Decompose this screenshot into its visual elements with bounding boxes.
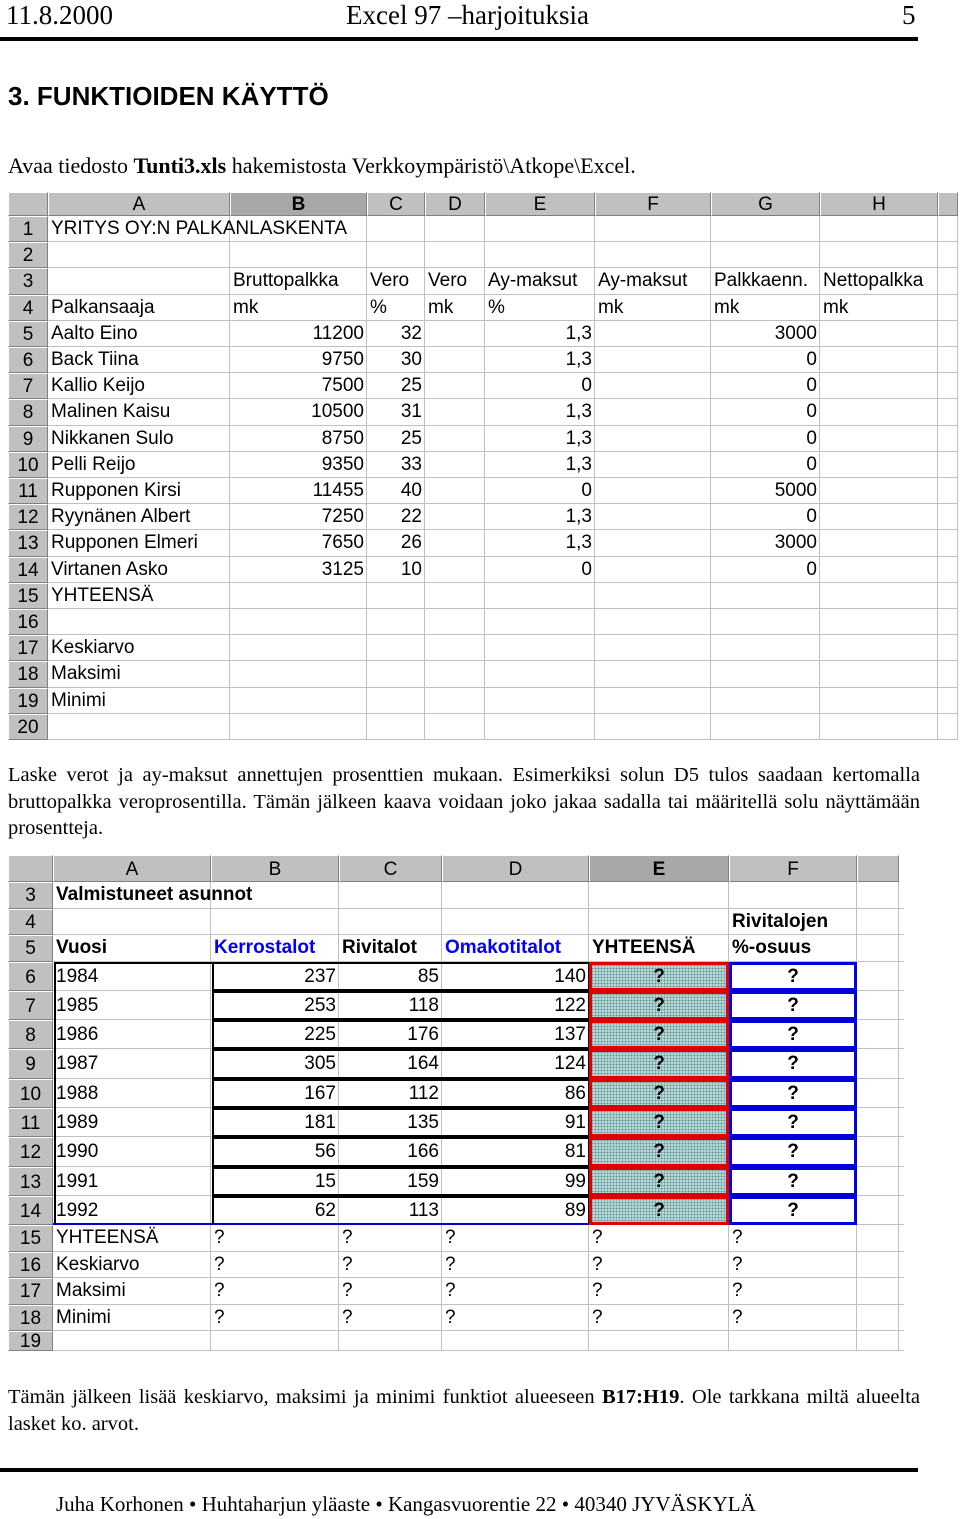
cell[interactable]: 159: [407, 1170, 439, 1192]
cell[interactable]: Minimi: [56, 1306, 111, 1328]
column-header-h[interactable]: H: [820, 192, 938, 216]
column-header-a[interactable]: A: [48, 192, 230, 216]
cell[interactable]: 113: [408, 1199, 439, 1221]
cell[interactable]: Vuosi: [56, 937, 108, 958]
row-header[interactable]: 11: [8, 1108, 53, 1137]
cell[interactable]: 7250: [321, 506, 364, 528]
cell[interactable]: 0: [581, 375, 592, 397]
row-header[interactable]: 2: [8, 242, 48, 268]
cell[interactable]: Palkkaenn.: [714, 270, 809, 292]
cell[interactable]: 62: [314, 1199, 336, 1221]
cell[interactable]: 1,3: [565, 506, 592, 528]
cell[interactable]: YRITYS OY:N PALKANLASKENTA: [51, 218, 348, 239]
cell[interactable]: 167: [304, 1082, 336, 1104]
cell[interactable]: Kallio Keijo: [51, 375, 145, 397]
row-header[interactable]: 5: [8, 935, 53, 962]
footer-rule: [0, 1468, 918, 1472]
page-footer: Juha Korhonen • Huhtaharjun yläaste • Kangasvuorentie 22 • 40340 JYVÄSKYLÄ: [56, 1492, 756, 1516]
cell[interactable]: Rivitalojen: [732, 910, 829, 932]
row-header[interactable]: 19: [8, 1331, 53, 1351]
cell[interactable]: Rupponen Kirsi: [51, 480, 181, 501]
column-header-a[interactable]: A: [53, 855, 211, 882]
cell[interactable]: Maksimi: [51, 663, 121, 685]
cell[interactable]: Rupponen Elmeri: [51, 532, 198, 554]
cell[interactable]: ?: [653, 1053, 665, 1075]
cell[interactable]: YHTEENSÄ: [51, 584, 154, 606]
row-header[interactable]: 20: [8, 714, 48, 740]
cell[interactable]: Aalto Eino: [51, 322, 138, 344]
cell[interactable]: 25: [400, 375, 422, 397]
cell[interactable]: 1990: [56, 1141, 99, 1163]
cell[interactable]: Vero: [428, 270, 468, 292]
cell[interactable]: ?: [653, 965, 665, 987]
row-header[interactable]: 3: [8, 882, 53, 909]
cell[interactable]: ?: [732, 1280, 743, 1302]
row-header[interactable]: 16: [8, 1252, 53, 1279]
cell[interactable]: 89: [564, 1199, 586, 1221]
cell[interactable]: 0: [806, 349, 817, 370]
cell[interactable]: 253: [304, 994, 336, 1016]
row-header[interactable]: 8: [8, 1020, 53, 1049]
cell[interactable]: 10: [400, 558, 422, 580]
cell[interactable]: Ryynänen Albert: [51, 506, 191, 528]
column-header-e[interactable]: E: [589, 855, 729, 882]
cell[interactable]: ?: [592, 1306, 603, 1328]
header-date: 11.8.2000: [6, 0, 113, 30]
cell[interactable]: 15: [314, 1170, 336, 1192]
cell[interactable]: Valmistuneet asunnot: [56, 884, 253, 905]
row-header[interactable]: 7: [8, 991, 53, 1020]
cell[interactable]: 33: [400, 453, 422, 475]
cell[interactable]: 0: [806, 506, 817, 528]
row-header[interactable]: 4: [8, 909, 53, 936]
gridline: [48, 739, 958, 740]
column-header-g[interactable]: G: [711, 192, 820, 216]
column-header-b[interactable]: B: [230, 192, 367, 216]
row-header[interactable]: 19: [8, 688, 48, 714]
cell[interactable]: Keskiarvo: [56, 1253, 140, 1275]
cell[interactable]: Pelli Reijo: [51, 453, 136, 475]
row-header[interactable]: 8: [8, 399, 48, 425]
cell[interactable]: 11455: [312, 480, 364, 501]
cell[interactable]: 181: [304, 1112, 336, 1133]
row-header[interactable]: 10: [8, 452, 48, 478]
cell[interactable]: mk: [233, 296, 259, 318]
cell[interactable]: 56: [314, 1141, 336, 1163]
row-header[interactable]: 17: [8, 1278, 53, 1305]
cell[interactable]: 176: [407, 1024, 439, 1046]
cell[interactable]: 10500: [311, 401, 364, 423]
cell[interactable]: 1,3: [565, 532, 592, 554]
cell[interactable]: 5000: [774, 480, 817, 501]
column-header-e[interactable]: E: [485, 192, 595, 216]
intro-post: hakemistosta Verkkoympäristö\Atkope\Excel.: [226, 153, 636, 178]
cell[interactable]: 7650: [321, 532, 364, 554]
cell[interactable]: Malinen Kaisu: [51, 401, 171, 423]
cell[interactable]: ?: [445, 1253, 456, 1275]
cell[interactable]: 1985: [56, 994, 99, 1016]
cell[interactable]: ?: [787, 1082, 799, 1104]
row-header[interactable]: 6: [8, 347, 48, 373]
instructions-paragraph: Laske verot ja ay-maksut annettujen prosenttien mukaan. Esimerkiksi solun D5 tulos saadaan kertomalla bruttopalkka veroprosentilla. Tämän jälkeen kaava voidaan joko jakaa sadalla tai määritellä solu näyttämään prosentteja.: [8, 764, 920, 839]
cell[interactable]: Kerrostalot: [214, 937, 316, 958]
cell[interactable]: Palkansaaja: [51, 296, 155, 318]
cell[interactable]: Keskiarvo: [51, 637, 135, 659]
column-header-f[interactable]: F: [595, 192, 711, 216]
select-all-corner[interactable]: [8, 855, 53, 882]
cell[interactable]: 3000: [774, 532, 817, 554]
column-header-c[interactable]: C: [367, 192, 425, 216]
column-header-b[interactable]: B: [211, 855, 339, 882]
cell[interactable]: Minimi: [51, 689, 106, 711]
cell[interactable]: 26: [400, 532, 422, 554]
cell[interactable]: 8750: [321, 427, 364, 449]
cell[interactable]: 1,3: [565, 322, 592, 344]
cell[interactable]: ?: [653, 1141, 665, 1163]
cell[interactable]: 1984: [56, 965, 99, 987]
row-header[interactable]: 7: [8, 373, 48, 399]
cell[interactable]: ?: [342, 1280, 353, 1302]
cell[interactable]: 30: [400, 349, 422, 370]
cell[interactable]: 22: [400, 506, 422, 528]
cell[interactable]: 86: [564, 1082, 586, 1104]
gridline: [898, 882, 899, 1351]
functions-pre: Tämän jälkeen lisää keskiarvo, maksimi ja minimi funktiot alueeseen: [8, 1386, 602, 1408]
cell[interactable]: 25: [400, 427, 422, 449]
cell[interactable]: 0: [806, 558, 817, 580]
cell[interactable]: Virtanen Asko: [51, 558, 168, 580]
cell[interactable]: ?: [214, 1306, 225, 1328]
cell[interactable]: ?: [653, 1082, 665, 1104]
cell[interactable]: 85: [417, 965, 439, 987]
payroll-spreadsheet: [8, 192, 958, 738]
column-header-f[interactable]: F: [729, 855, 857, 882]
cell[interactable]: 0: [581, 480, 592, 501]
header-rule: [0, 37, 918, 41]
cell[interactable]: ?: [653, 1024, 665, 1046]
cell[interactable]: 122: [554, 994, 586, 1016]
row-header[interactable]: 14: [8, 1196, 53, 1225]
row-header[interactable]: 9: [8, 1049, 53, 1078]
cell[interactable]: ?: [342, 1253, 353, 1275]
cell[interactable]: ?: [787, 1199, 799, 1221]
cell[interactable]: 140: [554, 965, 586, 987]
cell[interactable]: 225: [304, 1024, 336, 1046]
cell[interactable]: ?: [445, 1306, 456, 1328]
cell[interactable]: Nikkanen Sulo: [51, 427, 174, 449]
cell[interactable]: ?: [653, 994, 665, 1016]
cell[interactable]: ?: [445, 1227, 456, 1249]
column-header-next[interactable]: [938, 192, 958, 216]
cell[interactable]: 1,3: [565, 427, 592, 449]
cell[interactable]: 1986: [56, 1024, 99, 1046]
cell[interactable]: 164: [407, 1053, 439, 1075]
functions-post: . Ole tarkkana miltä alueelta lasket ko. arvot.: [8, 1386, 920, 1435]
cell[interactable]: mk: [428, 296, 454, 318]
cell[interactable]: 9750: [321, 349, 364, 370]
cell[interactable]: Maksimi: [56, 1280, 126, 1302]
cell[interactable]: 9350: [321, 453, 364, 475]
cell[interactable]: 1,3: [565, 453, 592, 475]
column-header-next[interactable]: [857, 855, 899, 882]
cell[interactable]: YHTEENSÄ: [592, 937, 696, 958]
cell[interactable]: %: [370, 296, 387, 318]
cell[interactable]: 1992: [56, 1199, 99, 1221]
cell[interactable]: Rivitalot: [342, 937, 417, 958]
cell[interactable]: 237: [304, 965, 336, 987]
intro-filename: Tunti3.xls: [133, 153, 227, 178]
cell[interactable]: Nettopalkka: [823, 270, 924, 292]
row-header[interactable]: 3: [8, 268, 48, 294]
cell[interactable]: ?: [653, 1170, 665, 1192]
cell[interactable]: 0: [581, 558, 592, 580]
cell[interactable]: ?: [732, 1227, 743, 1249]
intro-text: [8, 152, 636, 180]
cell[interactable]: 11200: [312, 322, 364, 344]
cell[interactable]: 1,3: [565, 401, 592, 423]
cell[interactable]: 135: [407, 1112, 439, 1133]
cell[interactable]: ?: [787, 1141, 799, 1163]
header-title: Excel 97 –harjoituksia: [346, 0, 589, 30]
cell[interactable]: ?: [787, 1024, 799, 1046]
cell[interactable]: ?: [592, 1227, 603, 1249]
cell[interactable]: mk: [823, 296, 849, 318]
cell[interactable]: 0: [806, 401, 817, 423]
row-header[interactable]: 13: [8, 1167, 53, 1196]
row-header[interactable]: 13: [8, 530, 48, 556]
cell[interactable]: ?: [787, 1053, 799, 1075]
cell[interactable]: ?: [214, 1227, 225, 1249]
cell[interactable]: ?: [445, 1280, 456, 1302]
select-all-corner[interactable]: [8, 192, 48, 216]
cell[interactable]: 32: [400, 322, 422, 344]
cell[interactable]: 3000: [774, 322, 817, 344]
cell[interactable]: 7500: [321, 375, 364, 397]
row-header[interactable]: 6: [8, 962, 53, 991]
cell[interactable]: 124: [554, 1053, 586, 1075]
cell[interactable]: ?: [787, 1112, 799, 1133]
intro-pre: Avaa tiedosto: [8, 153, 134, 178]
cell[interactable]: ?: [214, 1253, 225, 1275]
cell[interactable]: Ay-maksut: [598, 270, 688, 292]
functions-paragraph: [8, 1384, 920, 1437]
cell[interactable]: Back Tiina: [51, 349, 139, 370]
cell[interactable]: Bruttopalkka: [233, 270, 339, 292]
row-header[interactable]: 17: [8, 635, 48, 661]
row-header[interactable]: 1: [8, 216, 48, 242]
row-header[interactable]: 10: [8, 1079, 53, 1108]
cell[interactable]: 166: [407, 1141, 439, 1163]
cell[interactable]: ?: [787, 965, 799, 987]
cell[interactable]: ?: [732, 1253, 743, 1275]
row-header[interactable]: 15: [8, 583, 48, 609]
cell[interactable]: ?: [787, 994, 799, 1016]
row-header[interactable]: 9: [8, 426, 48, 452]
cell[interactable]: 1988: [56, 1082, 99, 1104]
cell[interactable]: mk: [714, 296, 740, 318]
row-header[interactable]: 16: [8, 609, 48, 635]
cell[interactable]: ?: [732, 1306, 743, 1328]
cell[interactable]: 0: [806, 427, 817, 449]
cell[interactable]: 40: [400, 480, 422, 501]
column-header-c[interactable]: C: [339, 855, 442, 882]
cell[interactable]: Vero: [370, 270, 410, 292]
row-header[interactable]: 15: [8, 1225, 53, 1252]
column-header-d[interactable]: D: [425, 192, 485, 216]
cell[interactable]: 3125: [321, 558, 364, 580]
gridline: [53, 1350, 904, 1351]
functions-range: B17:H19: [601, 1386, 680, 1408]
column-header-d[interactable]: D: [442, 855, 589, 882]
cell[interactable]: 0: [806, 453, 817, 475]
cell[interactable]: ?: [653, 1112, 665, 1133]
cell[interactable]: YHTEENSÄ: [56, 1227, 159, 1249]
cell[interactable]: 99: [564, 1170, 586, 1192]
row-header[interactable]: 18: [8, 661, 48, 687]
cell[interactable]: ?: [342, 1306, 353, 1328]
cell[interactable]: ?: [592, 1280, 603, 1302]
cell[interactable]: 31: [400, 401, 422, 423]
cell[interactable]: Omakotitalot: [445, 937, 562, 958]
cell[interactable]: ?: [342, 1227, 353, 1249]
row-header[interactable]: 4: [8, 295, 48, 321]
cell[interactable]: 137: [554, 1024, 586, 1046]
cell[interactable]: ?: [787, 1170, 799, 1192]
cell[interactable]: 1991: [56, 1170, 99, 1192]
cell[interactable]: ?: [592, 1253, 603, 1275]
section-title: 3. FUNKTIOIDEN KÄYTTÖ: [8, 81, 329, 111]
cell[interactable]: 1987: [56, 1053, 99, 1075]
cell[interactable]: 118: [408, 994, 439, 1016]
row-header[interactable]: 14: [8, 557, 48, 583]
cell[interactable]: 91: [564, 1112, 586, 1133]
cell[interactable]: mk: [598, 296, 624, 318]
housing-spreadsheet: [8, 855, 904, 1353]
row-header[interactable]: 12: [8, 504, 48, 530]
cell[interactable]: 305: [304, 1053, 336, 1075]
row-header[interactable]: 12: [8, 1137, 53, 1166]
cell[interactable]: ?: [214, 1280, 225, 1302]
cell[interactable]: Ay-maksut: [488, 270, 578, 292]
cell[interactable]: ?: [653, 1199, 665, 1221]
cell[interactable]: 81: [564, 1141, 586, 1163]
page-header: [0, 0, 960, 40]
header-page-number: 5: [902, 0, 916, 30]
row-header[interactable]: 18: [8, 1305, 53, 1332]
row-header[interactable]: 11: [8, 478, 48, 504]
gridline: [957, 216, 958, 740]
row-header[interactable]: 5: [8, 321, 48, 347]
cell[interactable]: 1,3: [565, 349, 592, 370]
cell[interactable]: %-osuus: [732, 937, 812, 958]
cell[interactable]: %: [488, 296, 505, 318]
cell[interactable]: 112: [408, 1082, 439, 1104]
cell[interactable]: 0: [806, 375, 817, 397]
cell[interactable]: 1989: [56, 1112, 99, 1133]
